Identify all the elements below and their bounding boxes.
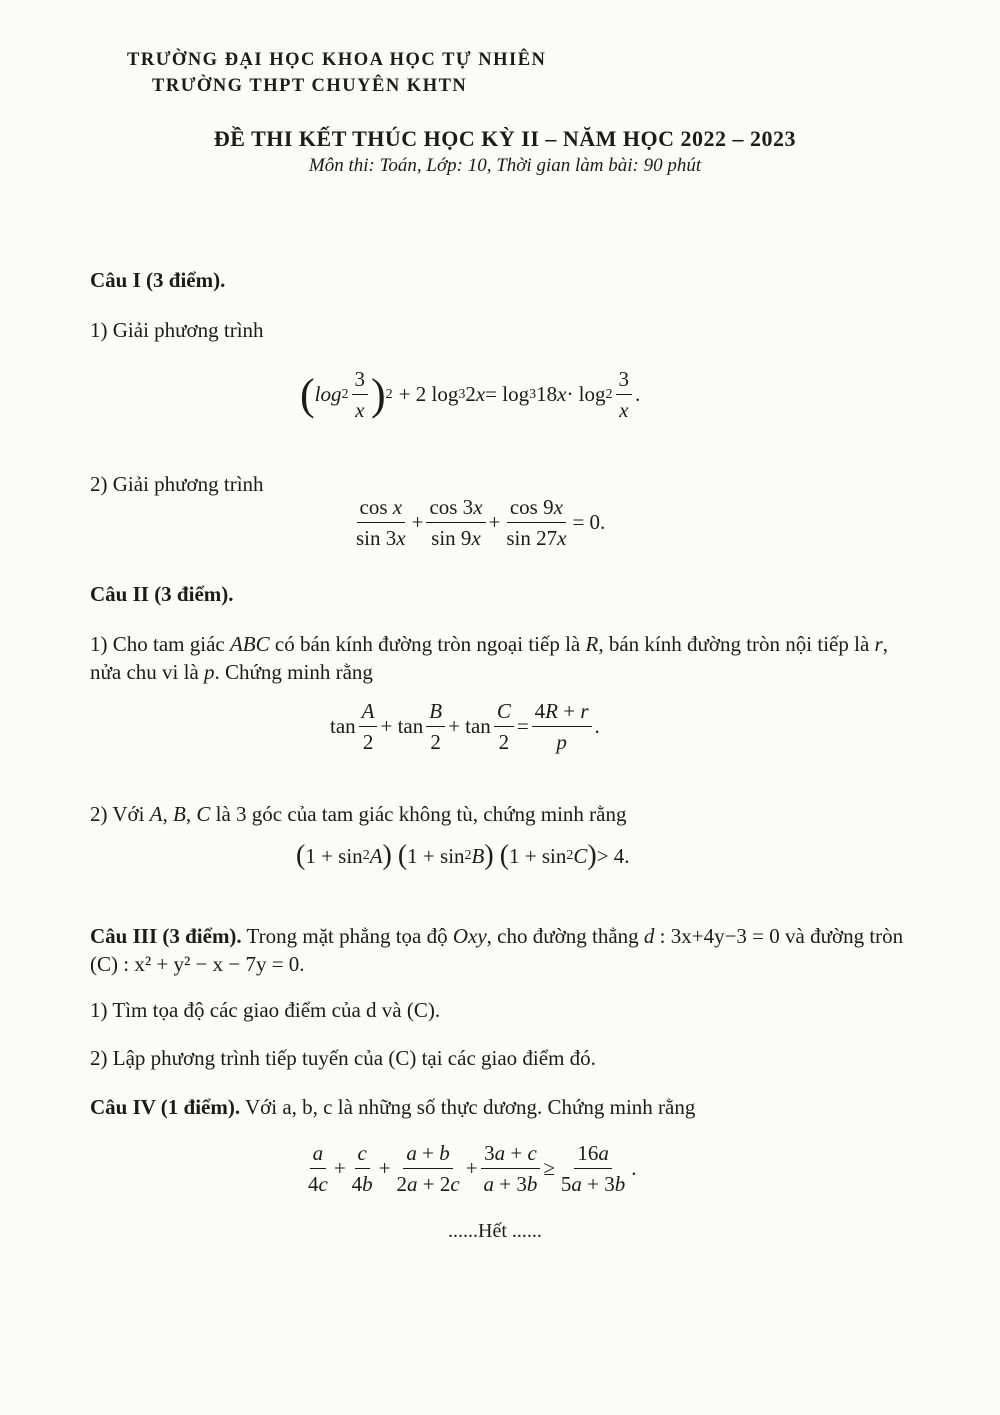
equation-5: $\frac{a}{4c}$ + $\frac{c}{4b}$ + $\frac{a + b}{2a + 2c}$ + $\frac{3a + c}{a + 3b}$ ≥ $\frac{16a}{5a + 3b}$ . [308, 1141, 637, 1196]
question-2-part-2-text: 2) Với A, B, C là 3 góc của tam giác không tù, chứng minh rằng [90, 802, 627, 826]
equation-3: tan $\frac{A}{2}$ + tan $\frac{B}{2}$ + tan $\frac{C}{2}$ = $\frac{4R + r}{p}$ . [330, 699, 600, 754]
question-3-part-1: 1) Tìm tọa độ các giao điểm của d và (C). [90, 998, 441, 1022]
question-2-heading: Câu II (3 điểm). [90, 582, 234, 606]
question-3-part-2: 2) Lập phương trình tiếp tuyến của (C) tại các giao điểm đó. [90, 1046, 596, 1070]
question-3-text: Câu III (3 điểm). Trong mặt phẳng tọa độ Oxy, cho đường thẳng d : 3x+4y−3 = 0 và đường tròn (C) : x² + y² − x − 7y = 0. [90, 924, 904, 976]
question-4-text: Câu IV (1 điểm). Với a, b, c là những số thực dương. Chứng minh rằng [90, 1095, 696, 1119]
exam-subtitle: Môn thi: Toán, Lớp: 10, Thời gian làm bài: 90 phút [308, 155, 702, 176]
question-1-heading: Câu I (3 điểm). [90, 268, 226, 292]
question-1-part-1-label: 1) Giải phương trình [90, 318, 264, 342]
end-marker: ......Hết ...... [448, 1220, 542, 1242]
equation-2: $\frac{\text{cos x}}{\sin 3x}$ + $\frac{\cos 3x}{\sin 9x}$ + $\frac{\cos 9x}{\sin 27x}$ = 0. [356, 495, 606, 550]
school-name: TRƯỜNG THPT CHUYÊN KHTN [152, 76, 468, 96]
equation-4: ( 1 + sin 2 A ) ( 1 + sin 2 B ) ( 1 + sin 2 C ) > 4. [296, 840, 630, 871]
exam-title: ĐỀ THI KẾT THÚC HỌC KỲ II – NĂM HỌC 2022 – 2023 [213, 126, 797, 151]
question-2-part-1-text: 1) Cho tam giác ABC có bán kính đường tròn ngoại tiếp là R, bán kính đường tròn nội tiếp là r, nửa chu vi là p. Chứng minh rằng [90, 632, 888, 684]
equation-1: ( log 2 $\frac{3}{x}$ ) 2 + 2 log 3 2 x = log 3 18 x · log 2 $\frac{3}{x}$ . [300, 367, 641, 422]
question-1-part-2-label: 2) Giải phương trình [90, 472, 264, 496]
university-name: TRƯỜNG ĐẠI HỌC KHOA HỌC TỰ NHIÊN [127, 50, 547, 70]
